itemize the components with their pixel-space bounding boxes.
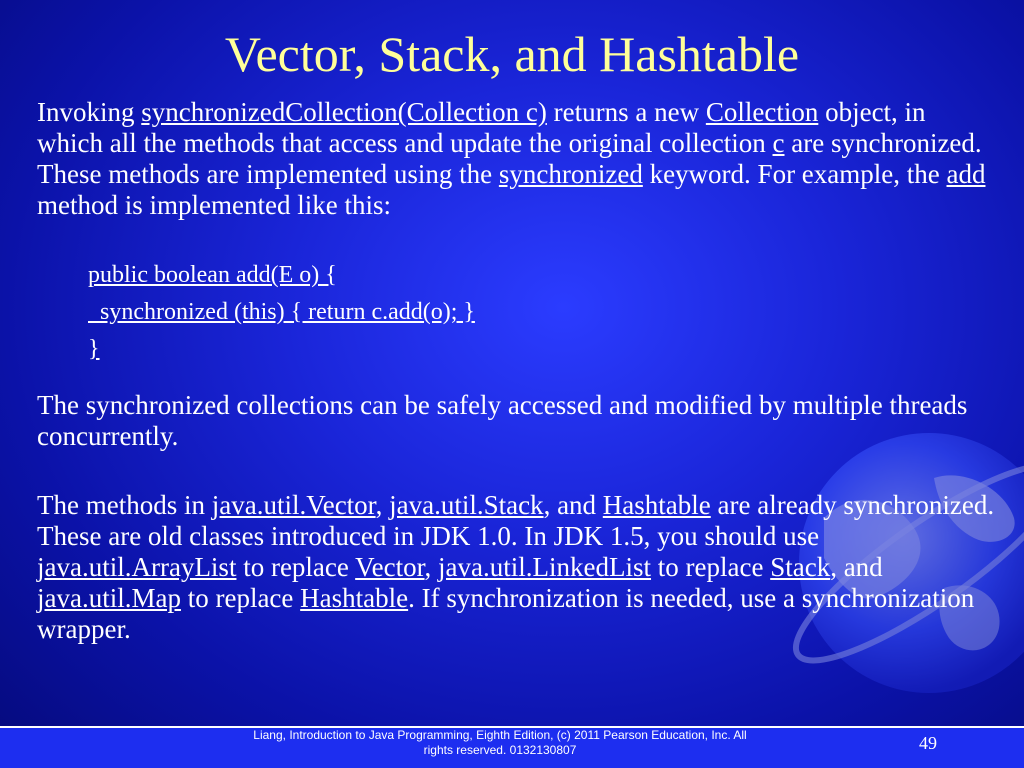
code-ref: Hashtable bbox=[602, 490, 711, 520]
text: , and bbox=[543, 490, 603, 520]
footer-line: rights reserved. 0132130807 bbox=[423, 743, 577, 757]
page-number: 49 bbox=[919, 733, 937, 753]
text: method is implemented like this: bbox=[37, 190, 391, 220]
slide-content bbox=[37, 97, 997, 645]
code-ref: synchronizedCollection(Collection c) bbox=[141, 97, 547, 127]
text: Invoking bbox=[37, 97, 142, 127]
code-ref: Stack bbox=[770, 552, 831, 582]
paragraph-synchronized-collection bbox=[37, 97, 997, 221]
paragraph-thread-safety: The synchronized collections can be safely accessed and modified by multiple threads concurrently. bbox=[37, 390, 968, 451]
text: to replace bbox=[651, 552, 771, 582]
text: keyword. For example, the bbox=[642, 159, 947, 189]
footer-copyright bbox=[180, 728, 820, 758]
text: , bbox=[424, 552, 439, 582]
code-ref: add bbox=[946, 159, 986, 189]
text: , bbox=[375, 490, 390, 520]
text: object, in which all the methods that access and update the original collection bbox=[37, 97, 926, 158]
code-ref: java.util.ArrayList bbox=[37, 552, 237, 582]
text: . If synchronization is needed, use a synchronization wrapper. bbox=[37, 583, 975, 644]
slide-title: Vector, Stack, and Hashtable bbox=[224, 26, 800, 82]
paragraph-legacy-classes bbox=[37, 490, 997, 645]
code-ref: Collection bbox=[705, 97, 819, 127]
code-ref: c bbox=[772, 128, 785, 158]
text: , and bbox=[830, 552, 883, 582]
code-ref: Vector bbox=[355, 552, 425, 582]
text: returns a new bbox=[546, 97, 706, 127]
text: to replace bbox=[180, 583, 301, 613]
text: The methods in bbox=[37, 490, 212, 520]
code-ref: java.util.Map bbox=[37, 583, 181, 613]
code-ref: Hashtable bbox=[300, 583, 409, 613]
footer-line: Liang, Introduction to Java Programming, Eighth Edition, (c) 2011 Pearson Education, Inc. All bbox=[253, 728, 747, 742]
code-ref: synchronized bbox=[498, 159, 643, 189]
code-ref: java.util.Vector bbox=[211, 490, 376, 520]
code-line: } bbox=[88, 336, 100, 362]
code-ref: java.util.Stack bbox=[389, 490, 544, 520]
text: are synchronized. These methods are implemented using the bbox=[37, 128, 982, 189]
text: to replace bbox=[236, 552, 356, 582]
code-line: synchronized (this) { return c.add(o); } bbox=[88, 299, 475, 325]
text: are already synchronized. These are old classes introduced in JDK 1.0. In JDK 1.5, you should use bbox=[37, 490, 995, 551]
code-block bbox=[37, 257, 997, 368]
code-ref: java.util.LinkedList bbox=[438, 552, 652, 582]
code-line: public boolean add(E o) { bbox=[88, 262, 337, 288]
